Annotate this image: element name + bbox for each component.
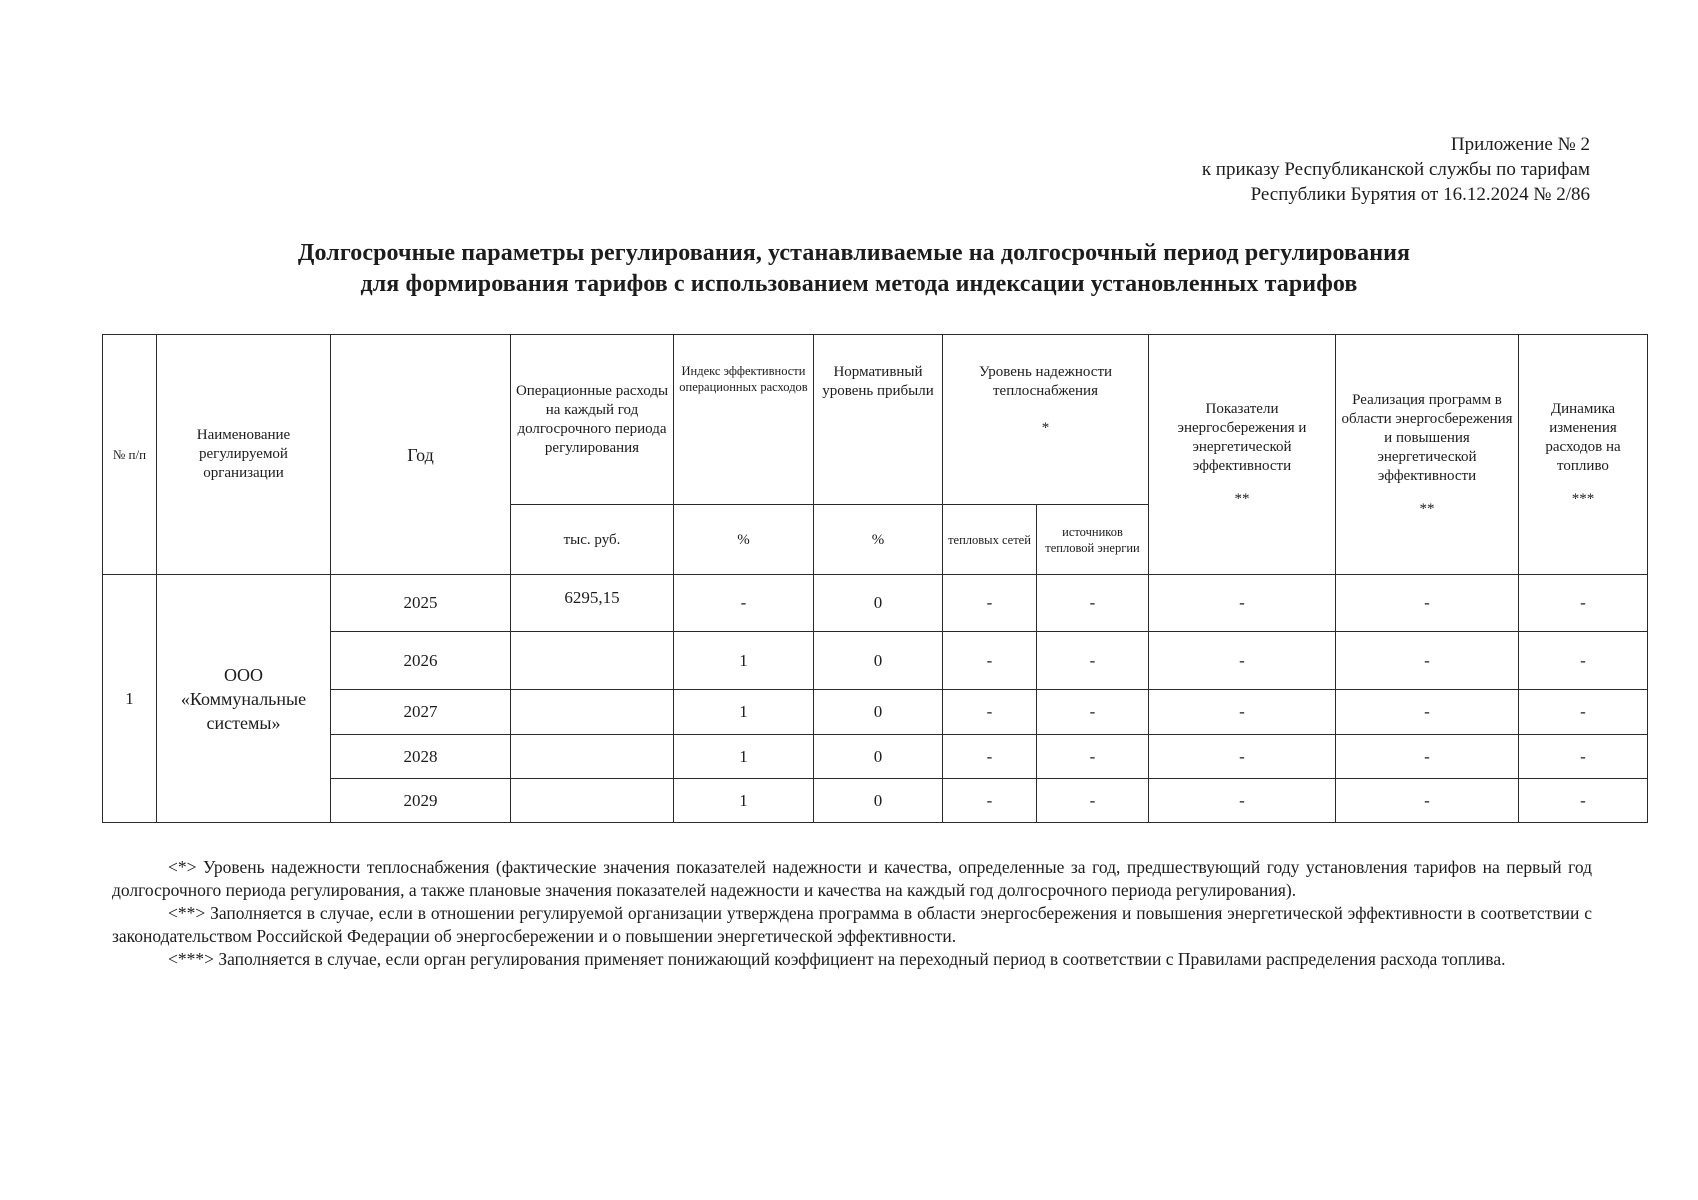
footnote-energy-saving: <**> Заполняется в случае, если в отношении регулируемой организации утверждена программа в области энергосбережения и повышения энергетической эффективности в соответствии с законодательством Российской Федерации об энергосбережении и о повышении энергетической эффективности. bbox=[112, 903, 1592, 946]
appendix-header bbox=[1202, 132, 1590, 207]
table-row bbox=[103, 690, 1648, 735]
cell-heat-sources: - bbox=[1037, 779, 1149, 823]
cell-energy-saving: - bbox=[1149, 690, 1336, 735]
cell-heat-sources: - bbox=[1037, 735, 1149, 779]
unit-opex: тыс. руб. bbox=[511, 505, 674, 575]
cell-profit: 0 bbox=[814, 632, 943, 690]
org-name-line-1: ООО bbox=[224, 664, 263, 685]
cell-profit: 0 bbox=[814, 575, 943, 632]
org-number: 1 bbox=[103, 575, 157, 823]
appendix-order-ref: к приказу Республиканской службы по тарифам bbox=[1201, 159, 1590, 180]
table-row bbox=[103, 632, 1648, 690]
cell-profit: 0 bbox=[814, 690, 943, 735]
cell-fuel: - bbox=[1519, 575, 1648, 632]
org-name bbox=[157, 575, 331, 823]
header-reliability bbox=[943, 335, 1149, 505]
cell-heat-networks: - bbox=[943, 632, 1037, 690]
header-reliability-label: Уровень надежности теплоснабжения bbox=[978, 364, 1113, 399]
cell-fuel: - bbox=[1519, 632, 1648, 690]
header-energy-saving-label: Показатели энергосбережения и энергетической эффективности bbox=[1177, 401, 1307, 474]
footnote-reliability: <*> Уровень надежности теплоснабжения (фактические значения показателей надежности и качества, определенные за год, предшествующий году установления тарифов на первый год долгосрочного периода регулирования, а также плановые значения показателей надежности и качества на каждый год долгосрочного периода регулирования). bbox=[112, 857, 1592, 900]
header-fuel bbox=[1519, 335, 1648, 575]
header-energy-saving-mark: ** bbox=[1234, 491, 1250, 507]
title-line-1: Долгосрочные параметры регулирования, устанавливаемые на долгосрочный период регулирования bbox=[297, 240, 1411, 266]
org-name-line-2: «Коммунальные системы» bbox=[180, 688, 307, 733]
table-row bbox=[103, 575, 1648, 632]
footnotes bbox=[112, 856, 1592, 971]
unit-index: % bbox=[674, 505, 814, 575]
header-org-name: Наименование регулируемой организации bbox=[157, 335, 331, 575]
appendix-number: Приложение № 2 bbox=[1450, 134, 1590, 155]
cell-year: 2028 bbox=[331, 735, 511, 779]
table-row bbox=[103, 779, 1648, 823]
cell-heat-networks: - bbox=[943, 575, 1037, 632]
cell-opex bbox=[511, 690, 674, 735]
unit-profit: % bbox=[814, 505, 943, 575]
cell-year: 2025 bbox=[331, 575, 511, 632]
footnote-fuel: <***> Заполняется в случае, если орган регулирования применяет понижающий коэффициент на переходный период в соответствии с Правилами распределения расхода топлива. bbox=[168, 949, 1506, 969]
cell-opex bbox=[511, 779, 674, 823]
parameters-table bbox=[102, 334, 1648, 823]
cell-energy-saving: - bbox=[1149, 632, 1336, 690]
header-fuel-label: Динамика изменения расходов на топливо bbox=[1545, 401, 1621, 474]
cell-index: 1 bbox=[674, 632, 814, 690]
cell-programs: - bbox=[1336, 690, 1519, 735]
header-programs-mark: ** bbox=[1419, 500, 1435, 517]
cell-heat-networks: - bbox=[943, 690, 1037, 735]
header-row bbox=[103, 335, 1648, 505]
cell-profit: 0 bbox=[814, 779, 943, 823]
header-heat-networks: тепловых сетей bbox=[943, 505, 1037, 575]
cell-programs: - bbox=[1336, 575, 1519, 632]
header-programs-label: Реализация программ в области энергосбережения и повышения энергетической эффективности bbox=[1341, 391, 1513, 484]
cell-programs: - bbox=[1336, 779, 1519, 823]
title-line-2: для формирования тарифов с использованием метода индексации установленных тарифов bbox=[360, 271, 1358, 297]
cell-fuel: - bbox=[1519, 779, 1648, 823]
cell-heat-sources: - bbox=[1037, 690, 1149, 735]
cell-energy-saving: - bbox=[1149, 779, 1336, 823]
cell-index: 1 bbox=[674, 735, 814, 779]
cell-index: 1 bbox=[674, 779, 814, 823]
cell-fuel: - bbox=[1519, 735, 1648, 779]
cell-heat-sources: - bbox=[1037, 575, 1149, 632]
header-programs bbox=[1336, 335, 1519, 575]
header-reliability-mark: * bbox=[1041, 420, 1050, 436]
cell-year: 2027 bbox=[331, 690, 511, 735]
cell-energy-saving: - bbox=[1149, 735, 1336, 779]
document-title bbox=[0, 238, 1698, 300]
cell-heat-networks: - bbox=[943, 779, 1037, 823]
header-energy-saving bbox=[1149, 335, 1336, 575]
cell-opex bbox=[511, 735, 674, 779]
appendix-order-date: Республики Бурятия от 16.12.2024 № 2/86 bbox=[1250, 184, 1590, 205]
cell-opex: 6295,15 bbox=[511, 575, 674, 632]
cell-fuel: - bbox=[1519, 690, 1648, 735]
cell-index: - bbox=[674, 575, 814, 632]
header-year: Год bbox=[331, 335, 511, 575]
table-row bbox=[103, 735, 1648, 779]
header-heat-sources: источников тепловой энергии bbox=[1037, 505, 1149, 575]
header-efficiency-index: Индекс эффективности операционных расходов bbox=[674, 335, 814, 505]
cell-year: 2029 bbox=[331, 779, 511, 823]
cell-year: 2026 bbox=[331, 632, 511, 690]
cell-energy-saving: - bbox=[1149, 575, 1336, 632]
header-profit-level: Нормативный уровень прибыли bbox=[814, 335, 943, 505]
header-fuel-mark: *** bbox=[1571, 491, 1595, 507]
cell-heat-sources: - bbox=[1037, 632, 1149, 690]
cell-programs: - bbox=[1336, 735, 1519, 779]
cell-index: 1 bbox=[674, 690, 814, 735]
cell-profit: 0 bbox=[814, 735, 943, 779]
cell-programs: - bbox=[1336, 632, 1519, 690]
header-num: № п/п bbox=[103, 335, 157, 575]
cell-heat-networks: - bbox=[943, 735, 1037, 779]
header-opex: Операционные расходы на каждый год долгосрочного периода регулирования bbox=[511, 335, 674, 505]
cell-opex bbox=[511, 632, 674, 690]
